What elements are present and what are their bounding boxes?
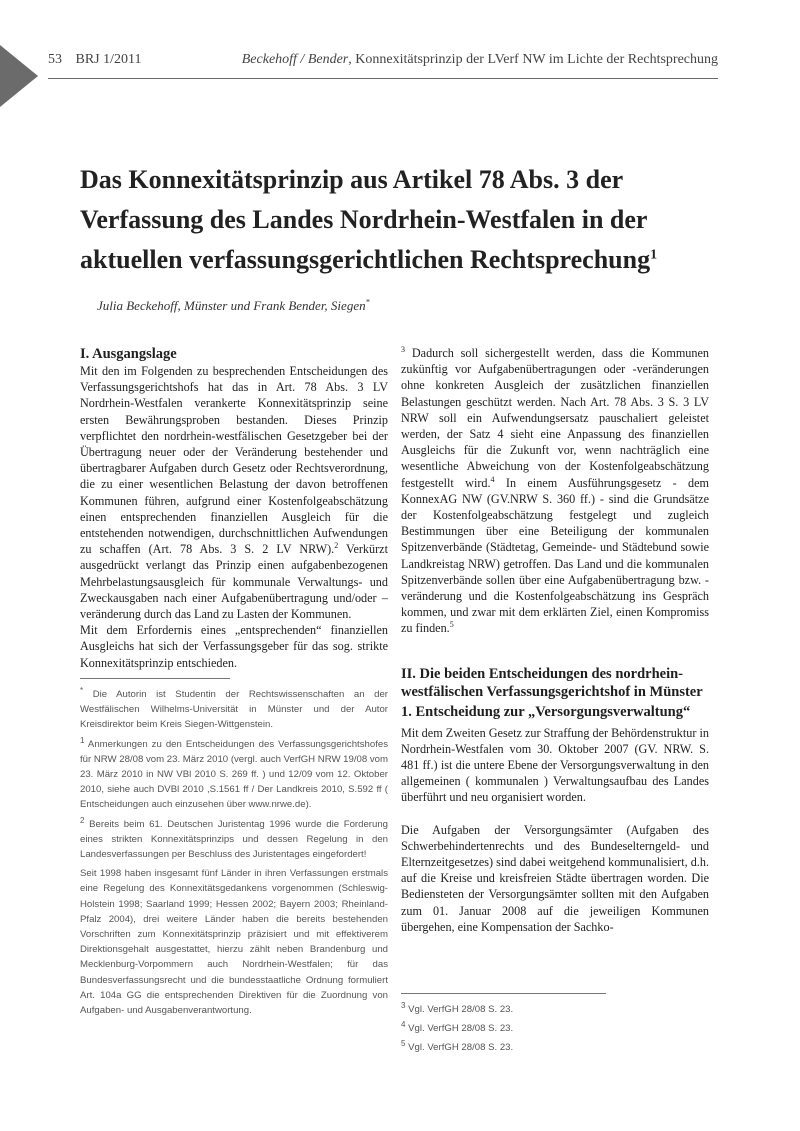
- paragraph-text: Verkürzt ausgedrückt verlangt das Prinzip einen aufgabenbezogenen Mehrbelastungsausgleich für kommunale Verwaltungs- und Zweckausgaben nach einer Aufgabenübertragung und/oder –veränderung durch das Land zu Lasten der Kommunen.: [80, 542, 388, 622]
- paragraph-text: Mit den im Folgenden zu besprechenden Entscheidungen des Verfassungsgerichtshofs hat das in Art. 78 Abs. 3 LV Nordrhein-Westfalen verankerte Konnexitätsprinzip seine ersten Bewährungsproben bestanden. Dieses Prinzip verpflichtet den nordrhein-westfälischen Gesetzgeber bei der Übertragung neuer oder der Veränderung bestehender und übertragbarer Aufgaben durch Gesetz oder Rechtsverordnung, die zu einer wesentlichen Belastung der davon betroffenen Kommunen führen, aufgrund einer Kostenfolgeabschätzung einen entsprechenden finanziellen Ausgleich für die entstehenden notwendigen, durchschnittlichen Aufwendungen zu schaffen (Art. 78 Abs. 3 S. 2 LV NRW).: [80, 364, 388, 557]
- byline-mark: *: [365, 297, 370, 307]
- footnote-text: Vgl. VerfGH 28/08 S. 23.: [405, 1004, 514, 1015]
- section-1-paragraph-2-cont: [401, 345, 709, 637]
- footnote-author: [80, 687, 388, 733]
- right-column: [401, 345, 709, 935]
- footnote-text: Die Autorin ist Studentin der Rechtswissenschaften an der Westfälischen Wilhelms-Universität in Münster und der Autor Kreisdirektor beim Kreis Siegen-Wittgenstein.: [80, 689, 388, 731]
- footnote-ref-3: 3: [401, 344, 405, 354]
- footnote-ref-4: 4: [490, 474, 495, 484]
- footnote-ref-5: 5: [449, 620, 454, 630]
- page-corner-marker: [0, 45, 38, 107]
- header-left: [48, 52, 152, 68]
- footnotes-right: [401, 993, 709, 1060]
- title-footnote-mark: 1: [650, 247, 658, 263]
- byline-text: Julia Beckehoff, Münster und Frank Bender, Siegen: [97, 298, 366, 313]
- footnote-ref-2: 2: [334, 541, 339, 551]
- footnote-mark: 4: [401, 1020, 406, 1030]
- paragraph-text: Mit dem Erfordernis eines „entsprechenden“ finanziellen Ausgleichs hat sich der Verfassungsgeber für das sog. strikte Konnexitätsprinzip entschieden.: [80, 623, 388, 670]
- footnote-text: Bereits beim 61. Deutschen Juristentag 1996 wurde die Forderung eines strikten Konnexitätsprinzips und dessen Regelung in den Landesverfassungen per Beschluss des Juristentages eingefordert!: [80, 818, 388, 861]
- header-running-title: , Konnexitätsprinzip der LVerf NW im Lichte der Rechtsprechung: [348, 52, 718, 67]
- section-1-paragraph-2-start: [80, 622, 388, 671]
- footnote-mark: 2: [80, 815, 85, 825]
- footnote-1: [80, 737, 388, 813]
- footnote-text: Anmerkungen zu den Entscheidungen des Verfassungsgerichtshofes für NRW 28/08 vom 23. März 2010 (vergl. auch VerfGH NRW 19/08 vom 23. März 2010 in NW VBl 2010 S. 269 ff. ) und 12/09 vom 12. Oktober 2010, siehe auch DVBl 2010 ,S.1561 ff / Der Landkreis 2010, S.592 ff ( Entscheidungen auch einzusehen über www.nrwe.de).: [80, 738, 388, 811]
- footnote-text: Vgl. VerfGH 28/08 S. 23.: [405, 1042, 514, 1054]
- paragraph-text: Dadurch soll sichergestellt werden, dass die Kommunen zukünftig vor Aufgabenübertragungen oder -veränderungen ohne konkreten Ausgleich der zusätzlichen finanziellen Belastungen geschützt werden. Nach Art. 78 Abs. 3 S. 3 LV NRW soll ein Aufwendungsersatz pauschaliert geleistet werden, der Satz 4 sieht eine Anpassung des finanziellen Ausgleichs für die Zukunft vor, wenn nachträglich eine wesentliche Abweichung von der Kostenfolgeabschätzung festgestellt wird.: [401, 346, 709, 490]
- footnote-text: Vgl. VerfGH 28/08 S. 23.: [405, 1023, 514, 1035]
- footnote-rule: [401, 993, 606, 994]
- footnotes-left: [80, 678, 388, 1022]
- header-right: [242, 52, 718, 68]
- footnote-3: [401, 1002, 709, 1017]
- footnote-2: [80, 817, 388, 863]
- left-column: [80, 345, 388, 671]
- running-header: [48, 52, 718, 68]
- page-number: 53: [48, 52, 62, 67]
- paragraph-text: In einem Ausführungsgesetz - dem KonnexAG NW (GV.NRW S. 360 ff.) - sind die Grundsätze der Kostenfolgeabschätzung festgelegt und zugleich Bestimmungen über eine Beteiligung der kommunalen Spitzenverbände (Städtetag, Gemeinde- und Städtebund sowie Landkreistag NRW) getroffen. Das Land und die kommunalen Spitzenverbände sollen über eine Aufgabenübertragung bzw. -veränderung und die Kostenfolgeabschätzung ins Gespräch kommen, und zwar mit dem erklärten Ziel, einen Kompromiss zu finden.: [401, 475, 710, 636]
- footnote-mark: *: [80, 685, 84, 695]
- footnote-rule: [80, 678, 230, 679]
- header-authors: Beckehoff / Bender: [241, 52, 349, 67]
- footnote-mark: 3: [401, 1000, 406, 1010]
- footnote-4: [401, 1021, 709, 1036]
- footnote-2-continued: [80, 866, 388, 1018]
- section-2-heading: II. Die beiden Entscheidungen des nordrhein-westfälischen Verfassungsgerichtshof in Münster: [401, 665, 703, 700]
- footnote-mark: 1: [80, 735, 85, 745]
- section-2-paragraph-1: Mit dem Zweiten Gesetz zur Straffung der Behördenstruktur in Nordrhein-Westfalen vom 30. Oktober 2007 (GV. NRW. S. 481 ff.) ist die untere Ebene der Versorgungsverwaltung in den allgemeinen ( kommunalen ) Verwaltungsaufbau des Landes überführt und neu organisiert worden.: [401, 725, 709, 805]
- article-title: [80, 160, 720, 280]
- section-2-paragraph-2: Die Aufgaben der Versorgungsämter (Aufgaben des Schwerbehindertenrechts und des Bundeselterngeld- und Elternzeitgesetzes) sind dabei weitgehend kommunalisiert, d.h. auf die Kreise und kreisfreien Städte übertragen worden. Die Bediensteten der Versorgungsämter sollten mit den Aufgaben zum 01. Januar 2008 auf die jeweiligen Kommunen übergehen, eine Kompensation der Sachko-: [401, 822, 709, 934]
- footnote-5: [401, 1040, 709, 1055]
- article-title-text: Das Konnexitätsprinzip aus Artikel 78 Abs. 3 der Verfassung des Landes Nordrhein-Westfalen in der aktuellen verfassungsgerichtlichen Rechtsprechung: [80, 165, 651, 274]
- header-rule: [48, 78, 718, 79]
- section-1-paragraph-1: [80, 363, 388, 622]
- byline: [97, 298, 370, 314]
- section-1-heading: I. Ausgangslage: [80, 346, 177, 362]
- footnote-text: Seit 1998 haben insgesamt fünf Länder in ihren Verfassungen erstmals eine Regelung des Konnexitätsgedankens vorgenommen (Schleswig-Holstein 1998; Saarland 1999; Hessen 2002; Bayern 2003; Rheinland-Pfalz 2004), drei weitere Länder haben die bereits bestehenden Vorschriften zum Konnexitätsprinzip präzisiert und mit effektiverem Direktionsgehalt ausgestattet, hierzu zählt neben Brandenburg und Mecklenburg-Vorpommern auch Nordrhein-Westfalen; für das Bundesverfassungsrecht und die bundesstaatliche Ordnung formuliert Art. 104a GG die entsprechenden Direktiven für die Zuordnung von Aufgaben- und Ausgabenverantwortung.: [80, 868, 388, 1017]
- journal-issue: BRJ 1/2011: [75, 52, 142, 67]
- section-2-subheading: 1. Entscheidung zur „Versorgungsverwaltung“: [401, 703, 691, 720]
- footnote-mark: 5: [401, 1039, 406, 1049]
